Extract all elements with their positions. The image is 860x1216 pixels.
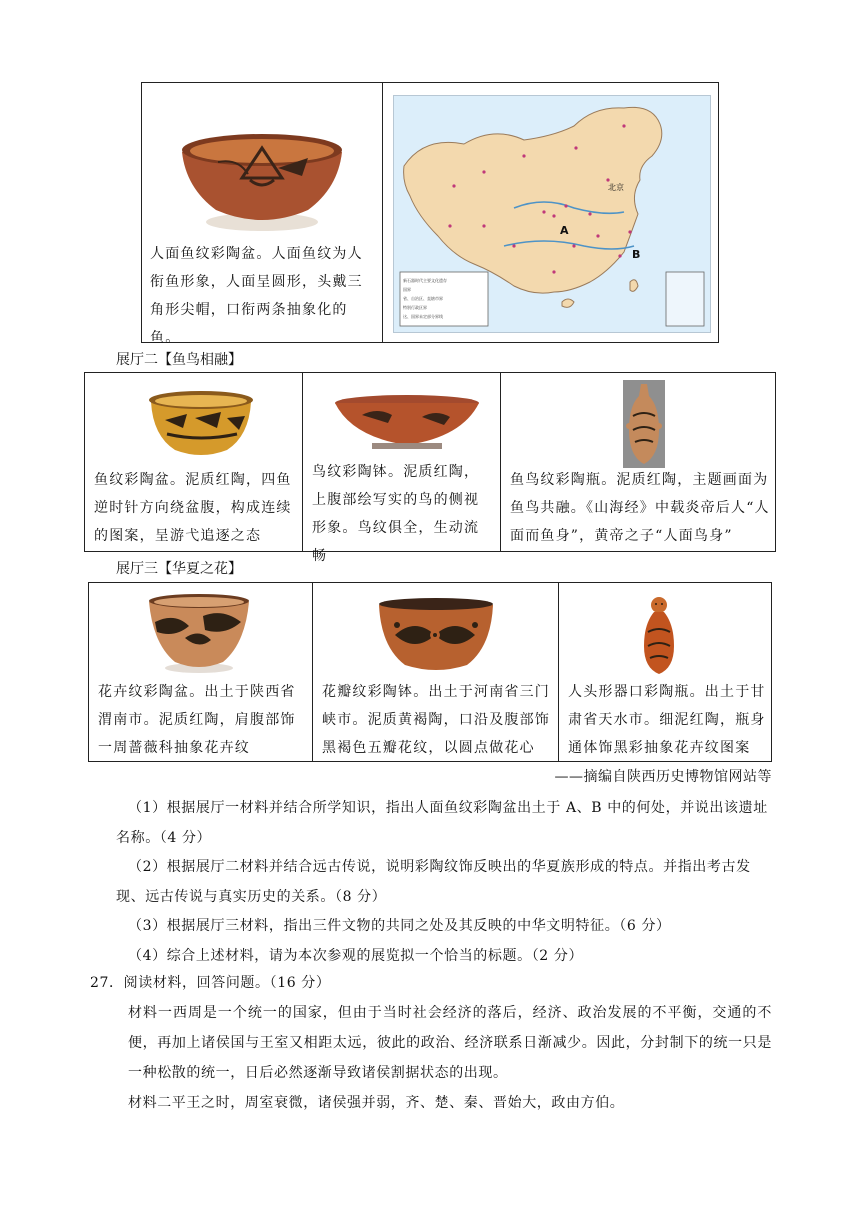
hall2-divider-2 (500, 372, 501, 552)
question-3: （3）根据展厅三材料，指出三件文物的共同之处及其反映的中华文明特征。（6 分） (128, 918, 671, 934)
map-label-b: B (632, 248, 641, 261)
human-head-vase-image (640, 596, 678, 676)
question-2: （2）根据展厅二材料并结合远古传说，说明彩陶纹饰反映出的华夏族形成的特点。并指出考古发现、远古传说与真实历史的关系。（8 分） (116, 859, 751, 905)
bird-pattern-bowl-image (332, 393, 482, 451)
legend-item: 国界 (403, 287, 411, 292)
legend-item: 新石器时代主要文化遗存 (403, 278, 447, 283)
petal-bowl-image (375, 595, 497, 675)
question-1: （1）根据展厅一材料并结合所学知识，指出人面鱼纹彩陶盆出土于 A、B 中的何处，并说出该遗址名称。（4 分） (116, 800, 768, 846)
flower-basin-caption: 花卉纹彩陶盆。出土于陕西省渭南市。泥质红陶，肩腹部饰一周蔷薇科抽象花卉纹 (98, 684, 296, 756)
hall1-divider (382, 82, 383, 343)
flower-basin-image (145, 592, 253, 674)
q27-material2: 材料二平王之时，周室衰微，诸侯强并弱，齐、楚、秦、晋始大，政由方伯。 (128, 1095, 625, 1111)
petal-bowl-caption: 花瓣纹彩陶钵。出土于河南省三门峡市。泥质黄褐陶，口沿及腹部饰黑褐色五瓣花纹，以圆点做花心 (322, 684, 550, 756)
bird-pattern-bowl-caption: 鸟纹彩陶钵。泥质红陶，上腹部绘写实的鸟的侧视形象。鸟纹俱全，生动流畅 (312, 464, 480, 564)
fish-pattern-basin-caption: 鱼纹彩陶盆。泥质红陶，四鱼逆时针方向绕盆腹，构成连续的图案，呈游弋追逐之态 (94, 472, 292, 544)
source-note: ——摘编自陕西历史博物馆网站等 (554, 769, 772, 785)
map-label-beijing: 北京 (608, 183, 624, 192)
legend-item: 特别行政区界 (403, 305, 427, 310)
q27-heading: 27．阅读材料，回答问题。（16 分） (90, 975, 331, 991)
question-4: （4）综合上述材料，请为本次参观的展览拟一个恰当的标题。（2 分） (128, 948, 584, 964)
legend-item: 省、自治区、直辖市界 (403, 296, 443, 301)
legend-item: 这、国界未定部分界线 (403, 314, 443, 319)
hall2-title: 展厅二【鱼鸟相融】 (116, 352, 242, 368)
hall3-divider-2 (558, 582, 559, 762)
fish-pattern-basin-image (147, 388, 255, 460)
hall2-divider-1 (302, 372, 303, 552)
fish-face-bowl-image (178, 118, 346, 236)
hall3-divider-1 (312, 582, 313, 762)
map-legend (403, 276, 487, 321)
human-head-vase-caption: 人头形器口彩陶瓶。出土于甘肃省天水市。细泥红陶，瓶身通体饰黑彩抽象花卉纹图案 (568, 684, 766, 756)
fish-bird-vase-caption: 鱼鸟纹彩陶瓶。泥质红陶，主题画面为鱼鸟共融。《山海经》中载炎帝后人“人面而鱼身”，黄帝之子“人面鸟身” (510, 472, 770, 544)
fish-bird-vase-image (623, 380, 665, 468)
q27-material1: 材料一西周是一个统一的国家，但由于当时社会经济的落后，经济、政治发展的不平衡，交通的不便，再加上诸侯国与王室又相距太远，彼此的政治、经济联系日渐减少。因此，分封制下的统一只是一种松散的统一，日后必然逐渐导致诸侯割据状态的出现。 (128, 1005, 772, 1081)
fish-face-bowl-caption: 人面鱼纹彩陶盆。人面鱼纹为人衔鱼形象，人面呈圆形，头戴三角形尖帽，口衔两条抽象化的鱼。 (150, 246, 363, 346)
hall3-title: 展厅三【华夏之花】 (116, 561, 242, 577)
china-neolithic-map (393, 95, 711, 333)
map-label-a: A (560, 224, 569, 237)
